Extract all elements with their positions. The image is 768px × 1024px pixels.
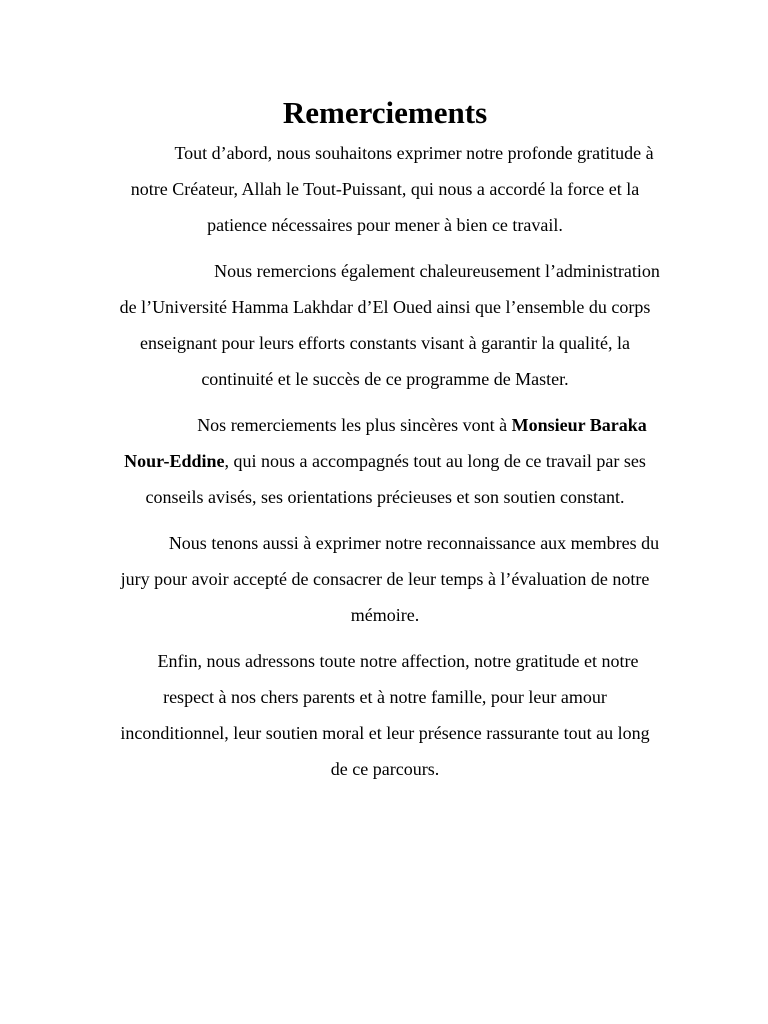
supervisor-name: Monsieur Baraka Nour-Eddine <box>124 415 647 471</box>
paragraph-jury-thanks: Nous tenons aussi à exprimer notre reconnaissance aux membres du jury pour avoir accepté de consacrer de leur temps à l’évaluation de notre mémoire. <box>120 533 660 625</box>
paragraph-family-thanks: Enfin, nous adressons toute notre affection, notre gratitude et notre respect à nos chers parents et à notre famille, pour leur amour inconditionnel, leur soutien moral et leur présence rassurante tout au long de ce parcours. <box>120 651 650 779</box>
supervisor-closing-text: , qui nous a accompagnés tout au long de ce travail par ses conseils avisés, ses orientations précieuses et son soutien constant. <box>145 451 646 507</box>
page-title: Remerciements <box>282 95 488 130</box>
paragraph-gratitude-creator: Tout d’abord, nous souhaitons exprimer notre profonde gratitude à notre Créateur, Allah le Tout-Puissant, qui nous a accordé la force et la patience nécessaires pour mener à bien ce travail. <box>130 143 654 235</box>
document-page <box>110 92 660 797</box>
paragraph-supervisor-thanks <box>110 407 660 515</box>
paragraph-university-thanks: Nous remercions également chaleureusement l’administration de l’Université Hamma Lakhdar d’El Oued ainsi que l’ensemble du corps enseignant pour leurs efforts constants visant à garantir la qualité, la continuité et le succès de ce programme de Master. <box>119 261 660 389</box>
supervisor-intro-text: Nos remerciements les plus sincères vont à <box>197 415 512 435</box>
